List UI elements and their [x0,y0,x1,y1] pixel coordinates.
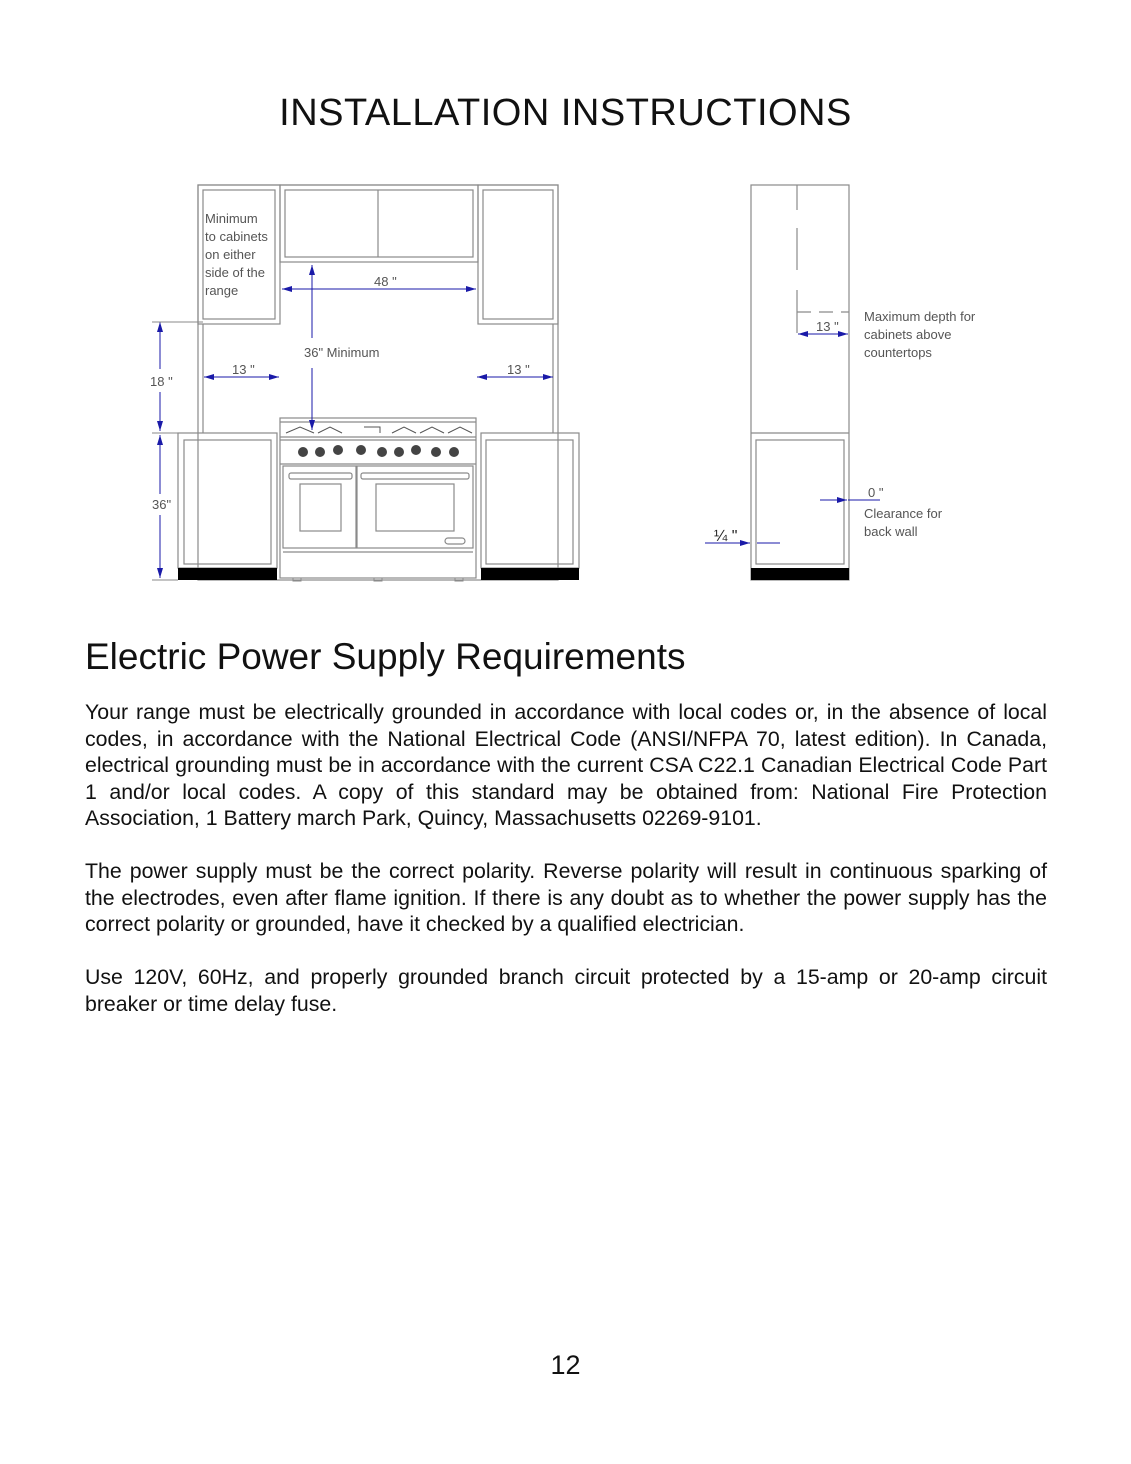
right-clearance-label: 13 " [507,362,530,377]
svg-text:back wall: back wall [864,524,918,539]
range-cooktop [286,427,472,433]
height-36-label: 36" [152,497,172,512]
page-number: 12 [550,1350,581,1380]
svg-text:to cabinets: to cabinets [205,229,268,244]
polarity-paragraph: The power supply must be the correct polarity. Reverse polarity will result in continuous sparking of the electrodes, even after flame ignition. If there is any doubt as to whether the power supply has the correct polarity or grounded, have it checked by a qualified electrician. [85,859,1047,936]
right-toe-kick [481,568,579,580]
cabinet-note [205,211,268,298]
svg-text:Maximum depth for: Maximum depth for [864,309,976,324]
grounding-paragraph: Your range must be electrically grounded in accordance with local codes or, in the absence of local codes, in accordance with the National Electrical Code (ANSI/NFPA 70, latest edition). In Canada, electrical grounding must be in accordance with the current CSA C22.1 Canadian Electrical Code Part 1 and/or local codes. A copy of this standard may be obtained from: National Fire Protection Association, 1 Battery march Park, Quincy, Massachusetts 02269-9101. [85,700,1047,830]
svg-text:on either: on either [205,247,256,262]
installation-diagram [0,0,1131,620]
circuit-paragraph: Use 120V, 60Hz, and properly grounded branch circuit protected by a 15-amp or 20-amp circuit breaker or time delay fuse. [85,965,1047,1016]
left-toe-kick [178,568,277,580]
svg-text:cabinets above: cabinets above [864,327,952,342]
range-knobs [298,445,459,457]
svg-text:countertops: countertops [864,345,932,360]
svg-text:Clearance for: Clearance for [864,506,943,521]
back-wall-clearance-label: 0 " [868,485,884,500]
front-gap-label: ¼ " [714,528,738,545]
side-toe-kick [751,568,849,580]
height-18-label: 18 " [150,374,173,389]
cabinet-depth-label: 13 " [816,319,839,334]
svg-text:side of the: side of the [205,265,265,280]
svg-text:Minimum: Minimum [205,211,258,226]
svg-text:range: range [205,283,239,298]
side-view [751,185,849,580]
left-clearance-label: 13 " [232,362,255,377]
hood-clearance-label: 36" Minimum [304,345,380,360]
front-view [178,185,579,580]
width-48-label: 48 " [374,274,397,289]
cabinet-depth-note [864,309,976,360]
page-title: INSTALLATION INSTRUCTIONS [279,92,852,134]
back-wall-note [864,506,943,539]
section-heading: Electric Power Supply Requirements [85,636,686,677]
